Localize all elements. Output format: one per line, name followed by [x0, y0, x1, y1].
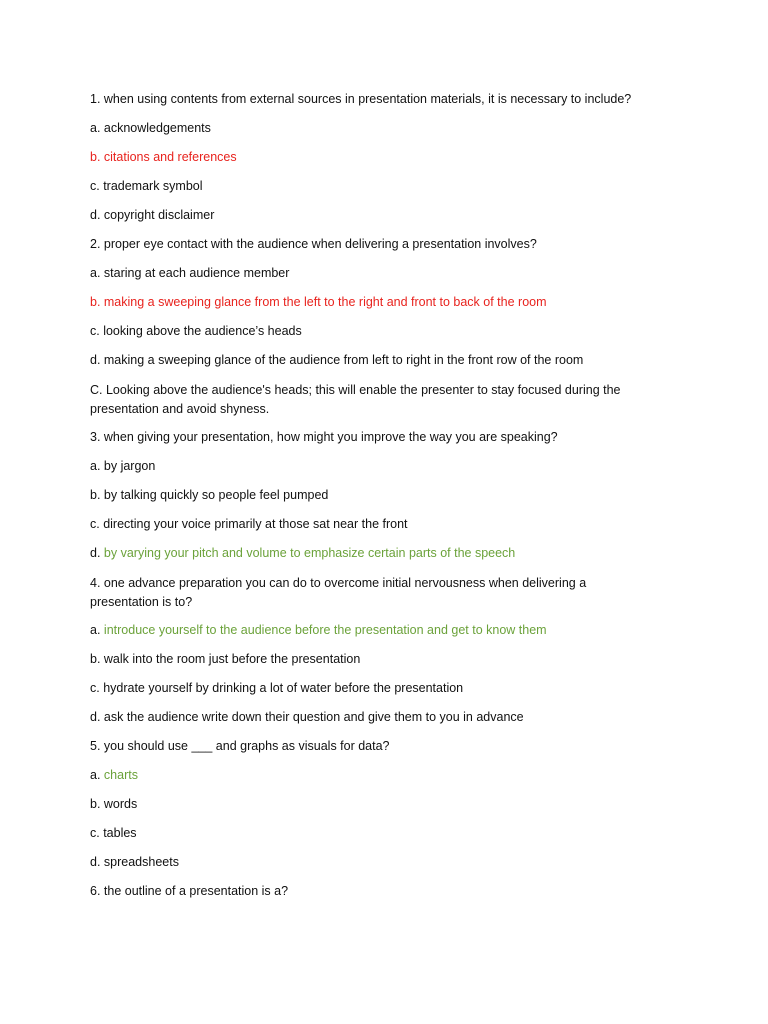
q4-option-a-answer: [90, 622, 650, 638]
q2-note: C. Looking above the audience's heads; this will enable the presenter to stay focused during the presentation and avoid shyness.: [90, 383, 621, 416]
q4-option-d: d. ask the audience write down their question and give them to you in advance: [90, 710, 524, 724]
q2-option-d: d. making a sweeping glance of the audience from left to right in the front row of the room: [90, 353, 584, 367]
q5-option-a-text: charts: [103, 768, 138, 782]
q4-option-a-prefix: a.: [90, 623, 101, 637]
q5-option-b: b. words: [90, 797, 138, 811]
q3-option-a: a. by jargon: [90, 459, 156, 473]
q4-option-b: b. walk into the room just before the presentation: [90, 652, 361, 666]
question-5: 5. you should use ___ and graphs as visuals for data?: [90, 739, 390, 753]
q4-option-c: c. hydrate yourself by drinking a lot of water before the presentation: [90, 681, 464, 695]
question-4: 4. one advance preparation you can do to overcome initial nervousness when delivering a presentation is to?: [90, 576, 587, 609]
q3-option-d-answer: [90, 545, 650, 561]
q3-option-c: c. directing your voice primarily at those sat near the front: [90, 517, 408, 531]
q2-option-c: c. looking above the audience’s heads: [90, 324, 302, 338]
q3-option-d-prefix: d.: [90, 546, 101, 560]
q5-option-a-answer: [90, 767, 650, 783]
question-1: 1. when using contents from external sources in presentation materials, it is necessary to include?: [90, 92, 632, 106]
q5-option-c: c. tables: [90, 826, 137, 840]
q4-option-a-text: introduce yourself to the audience before the presentation and get to know them: [103, 623, 547, 637]
question-2: 2. proper eye contact with the audience when delivering a presentation involves?: [90, 237, 537, 251]
q5-option-a-prefix: a.: [90, 768, 101, 782]
q3-option-b: b. by talking quickly so people feel pumped: [90, 488, 329, 502]
q3-option-d-text: by varying your pitch and volume to emphasize certain parts of the speech: [103, 546, 516, 560]
q5-option-d: d. spreadsheets: [90, 855, 179, 869]
q1-option-b-answer: b. citations and references: [90, 150, 237, 164]
q1-option-c: c. trademark symbol: [90, 179, 203, 193]
question-3: 3. when giving your presentation, how might you improve the way you are speaking?: [90, 430, 558, 444]
q1-option-a: a. acknowledgements: [90, 121, 211, 135]
q2-option-b-answer: b. making a sweeping glance from the left to the right and front to back of the room: [90, 295, 547, 309]
q1-option-d: d. copyright disclaimer: [90, 208, 215, 222]
quiz-content: [90, 91, 650, 912]
question-6: 6. the outline of a presentation is a?: [90, 884, 289, 898]
q2-option-a: a. staring at each audience member: [90, 266, 290, 280]
